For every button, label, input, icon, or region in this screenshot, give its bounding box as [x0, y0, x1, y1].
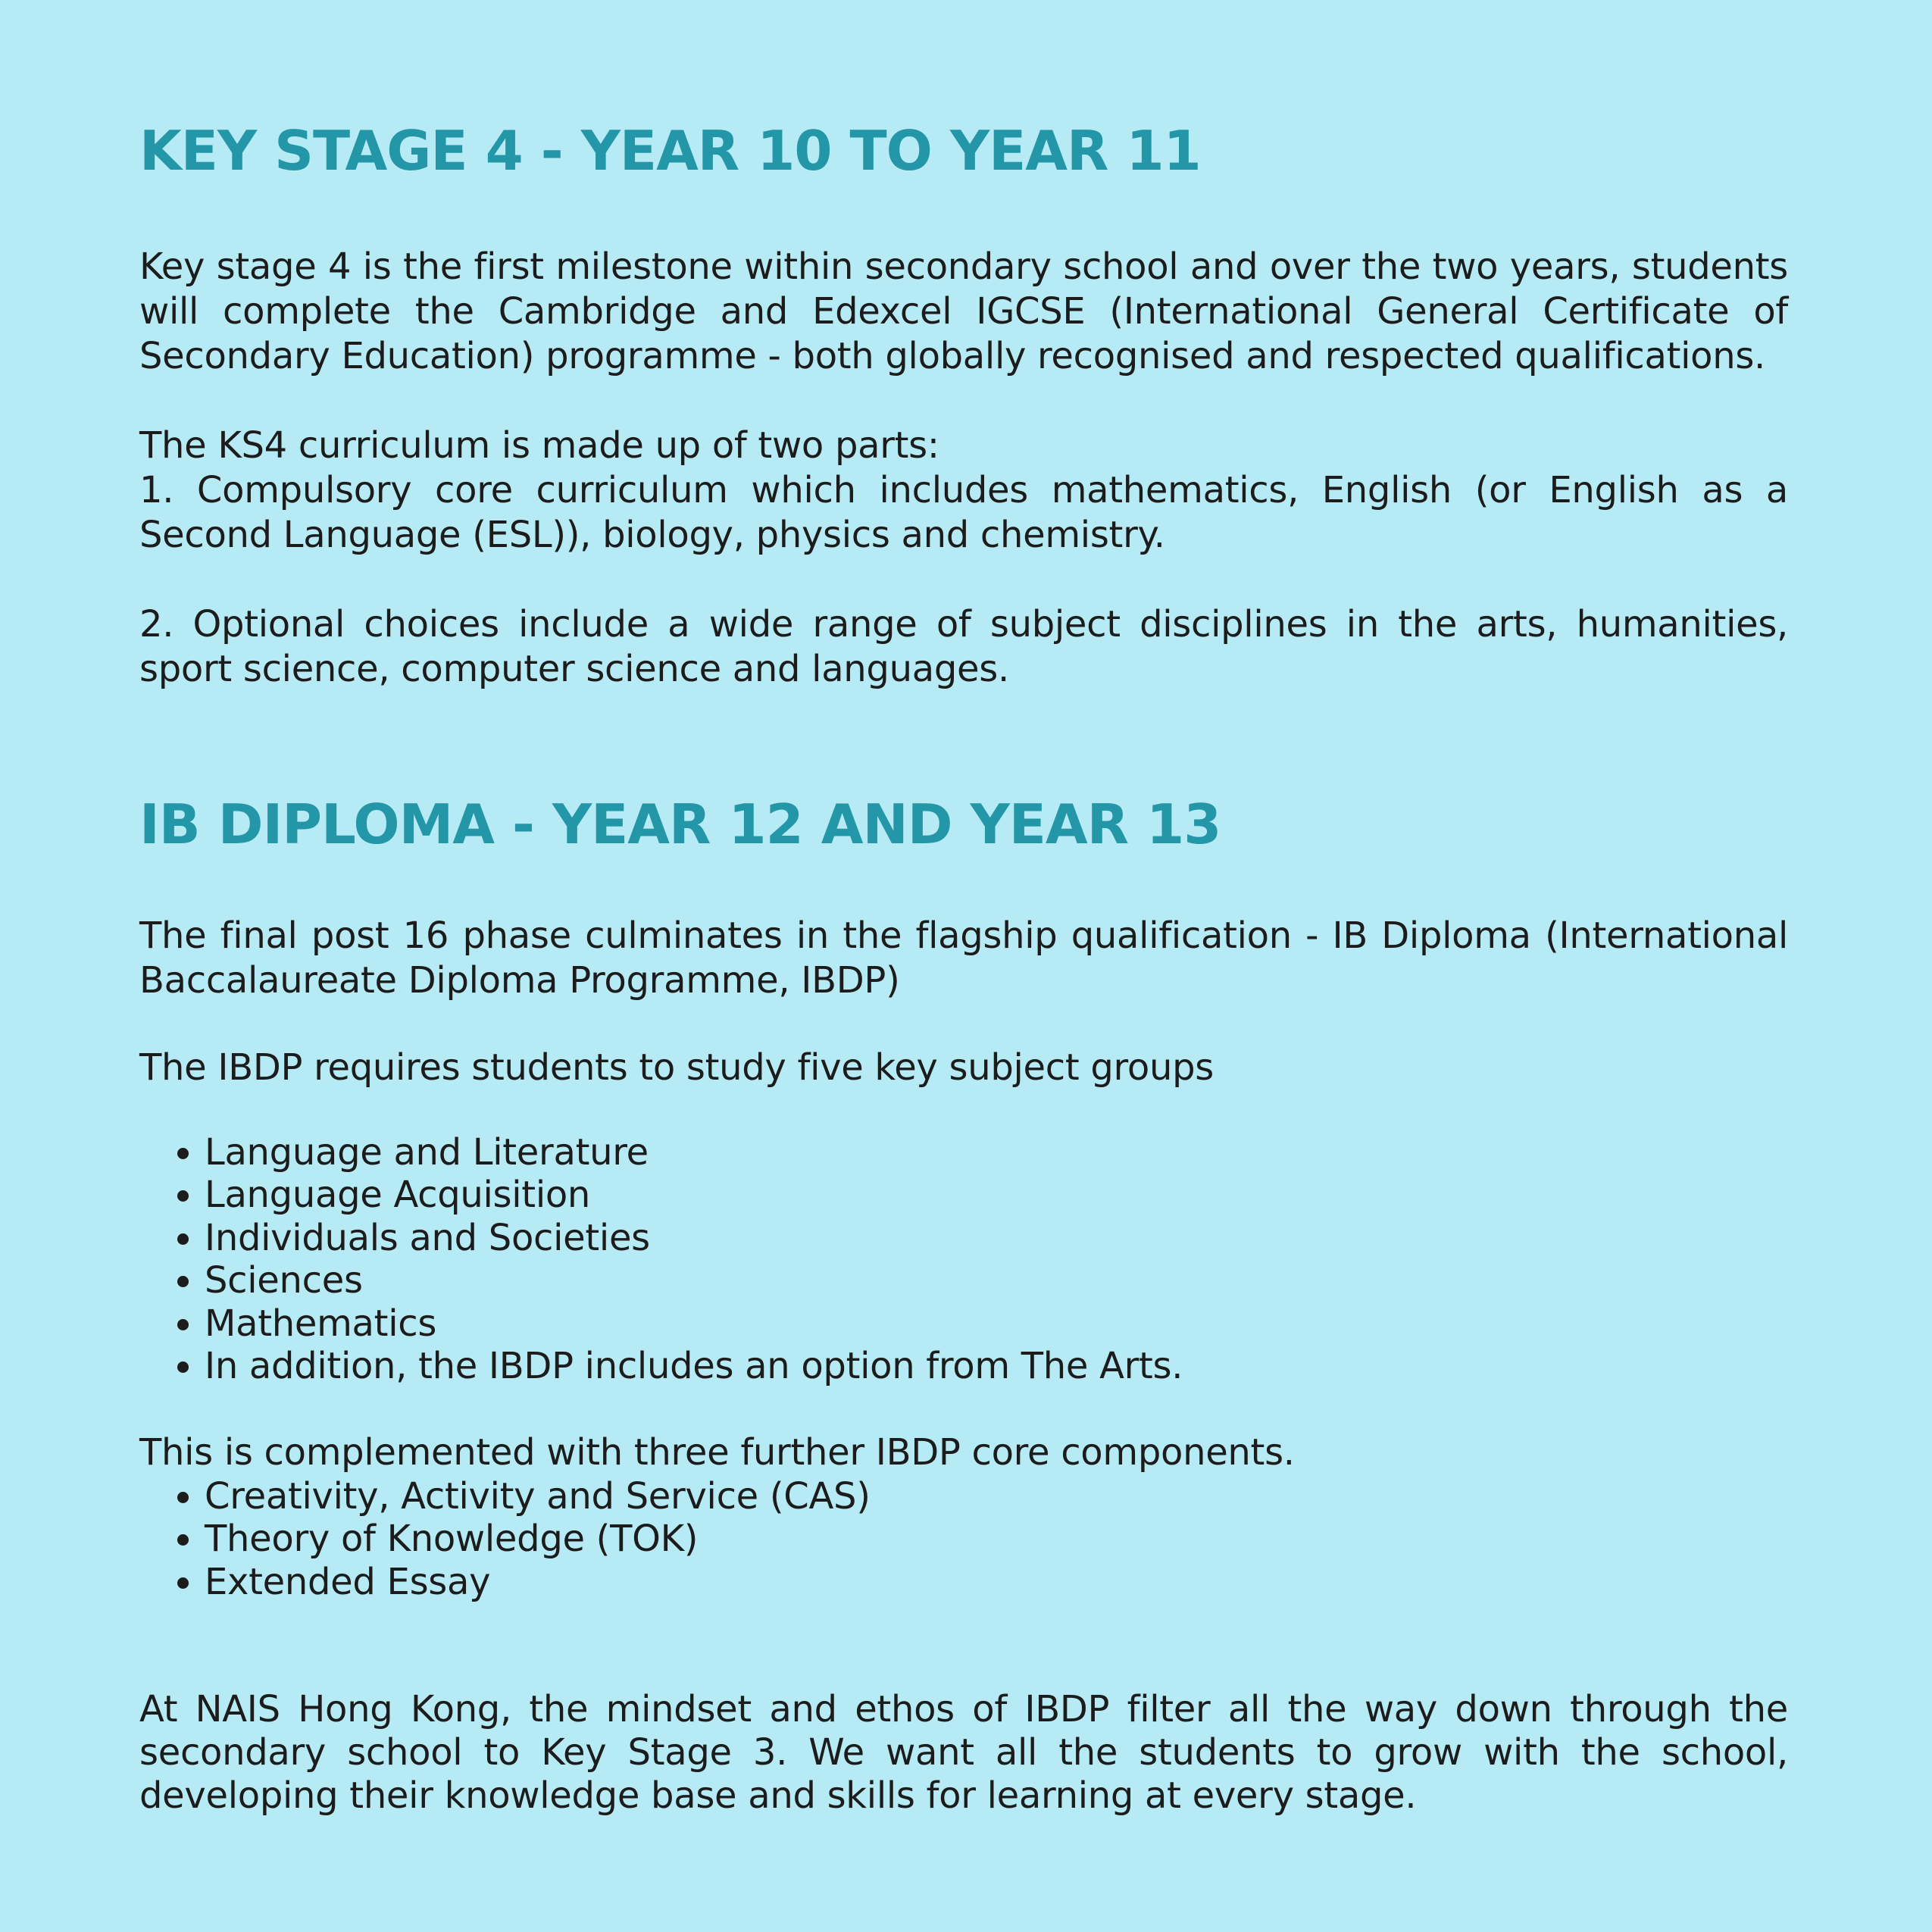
ks4-heading: KEY STAGE 4 - YEAR 10 TO YEAR 11 [139, 119, 1201, 183]
list-item: • Mathematics [205, 1302, 1788, 1346]
list-item: • Language Acquisition [205, 1174, 1788, 1217]
ib-subject-groups-list [139, 1131, 1788, 1388]
ib-intro-paragraph: The final post 16 phase culminates in the flagship qualification - IB Diploma (International Baccalaureate Diploma Programme, IBDP) [139, 914, 1788, 1002]
list-item: • Creativity, Activity and Service (CAS) [205, 1475, 1788, 1518]
ks4-part-1: 1. Compulsory core curriculum which includes mathematics, English (or English as a Second Language (ESL)), biology, physics and chemistry. [139, 468, 1788, 556]
document-content [139, 114, 1788, 1818]
ks4-intro-paragraph: Key stage 4 is the first milestone within secondary school and over the two years, students will complete the Cambridge and Edexcel IGCSE (International General Certificate of Secondary Education) programme - both globally recognised and respected qualifications. [139, 245, 1788, 377]
closing-paragraph: At NAIS Hong Kong, the mindset and ethos of IBDP filter all the way down through the secondary school to Key Stage 3. We want all the students to grow with the school, developing their knowledge base and skills for learning at every stage. [139, 1688, 1788, 1818]
ib-heading: IB DIPLOMA - YEAR 12 AND YEAR 13 [139, 792, 1221, 856]
ib-requirement-text: The IBDP requires students to study five key subject groups [139, 1046, 1214, 1089]
ks4-parts-title: The KS4 curriculum is made up of two parts: [139, 424, 939, 467]
ib-core-intro: This is complemented with three further IBDP core components. [139, 1430, 1295, 1474]
list-item: • Language and Literature [205, 1131, 1788, 1174]
ib-core-components-list [139, 1475, 1788, 1604]
list-item: • Extended Essay [205, 1561, 1788, 1604]
list-item: • Individuals and Societies [205, 1217, 1788, 1260]
list-item: • Sciences [205, 1259, 1788, 1302]
list-item: • In addition, the IBDP includes an option from The Arts. [205, 1345, 1788, 1388]
list-item: • Theory of Knowledge (TOK) [205, 1518, 1788, 1561]
ks4-part-2: 2. Optional choices include a wide range of subject disciplines in the arts, humanities, sport science, computer science and languages. [139, 602, 1788, 690]
